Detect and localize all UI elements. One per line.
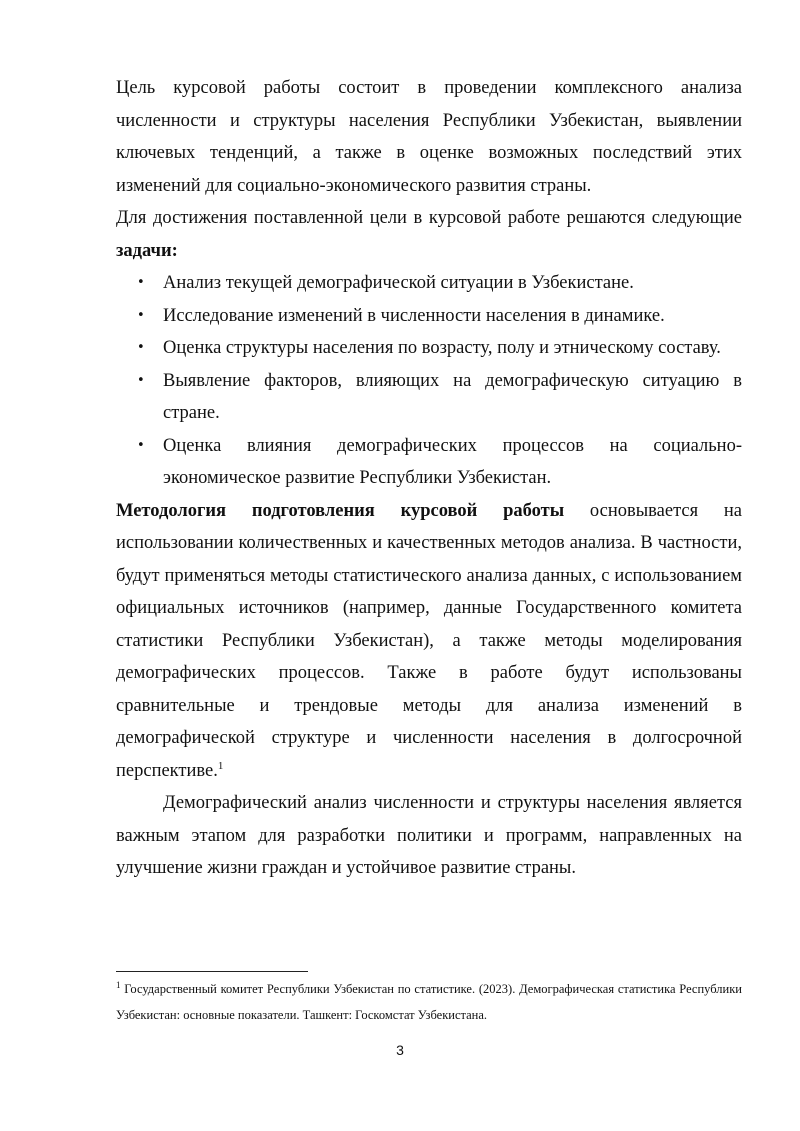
task-text: Оценка структуры населения по возрасту, полу и этническому составу. bbox=[163, 338, 721, 358]
list-item bbox=[116, 430, 742, 495]
list-item bbox=[116, 300, 742, 333]
list-item bbox=[116, 332, 742, 365]
bullet-icon: • bbox=[137, 437, 145, 453]
bullet-icon: • bbox=[137, 307, 145, 323]
methodology-label: Методология подготовления курсовой работы bbox=[116, 500, 565, 521]
tasks-intro-text: Для достижения поставленной цели в курсовой работе решаются следующие bbox=[116, 208, 742, 228]
goal-paragraph: Цель курсовой работы состоит в проведении комплексного анализа численности и структуры населения Республики Узбекистан, выявлении ключевых тенденций, а также в оценке возможных последствий этих изменений для социально-экономического развития страны. bbox=[116, 78, 742, 196]
bullet-icon: • bbox=[137, 275, 145, 290]
conclusion-paragraph: Демографический анализ численности и структуры населения является важным этапом для разработки политики и программ, направленных на улучшение жизни граждан и устойчивое развитие страны. bbox=[116, 793, 742, 878]
task-text: Выявление факторов, влияющих на демографическую ситуацию в стране. bbox=[163, 370, 742, 423]
methodology-paragraph bbox=[116, 495, 742, 788]
task-text: Исследование изменений в численности населения в динамике. bbox=[163, 305, 665, 326]
tasks-label: задачи: bbox=[116, 240, 178, 261]
page-number: 3 bbox=[396, 1042, 404, 1058]
footnote-text: Государственный комитет Республики Узбекистан по статистике. (2023). Демографическая статистика Республики Узбекистан: основные показатели. Ташкент: Госкомстат Узбекистана. bbox=[116, 982, 742, 1022]
tasks-intro-paragraph bbox=[116, 202, 742, 267]
task-text: Анализ текущей демографической ситуации в Узбекистане. bbox=[163, 273, 634, 293]
bullet-icon: • bbox=[137, 372, 145, 388]
tasks-list bbox=[116, 267, 742, 495]
methodology-text: основывается на использовании количественных и качественных методов анализа. В частности, будут применяться методы статистического анализа данных, с использованием официальных источников (например, данные Государственного комитета статистики Республики Узбекистан), а также методы моделирования демографических процессов. Также в работе будут использованы сравнительные и трендовые методы для анализа изменений в демографической структуре и численности населения в долгосрочной перспективе. bbox=[116, 500, 742, 781]
footnote bbox=[116, 976, 742, 1028]
list-item bbox=[116, 365, 742, 430]
footnote-marker: 1 bbox=[116, 979, 121, 990]
footnote-separator bbox=[116, 971, 308, 972]
list-item bbox=[116, 267, 742, 300]
footnote-reference[interactable]: 1 bbox=[217, 759, 224, 772]
task-text: Оценка влияния демографических процессов на социально-экономическое развитие Республики Узбекистан. bbox=[163, 435, 742, 488]
body-text bbox=[116, 72, 742, 885]
bullet-icon: • bbox=[137, 340, 145, 355]
